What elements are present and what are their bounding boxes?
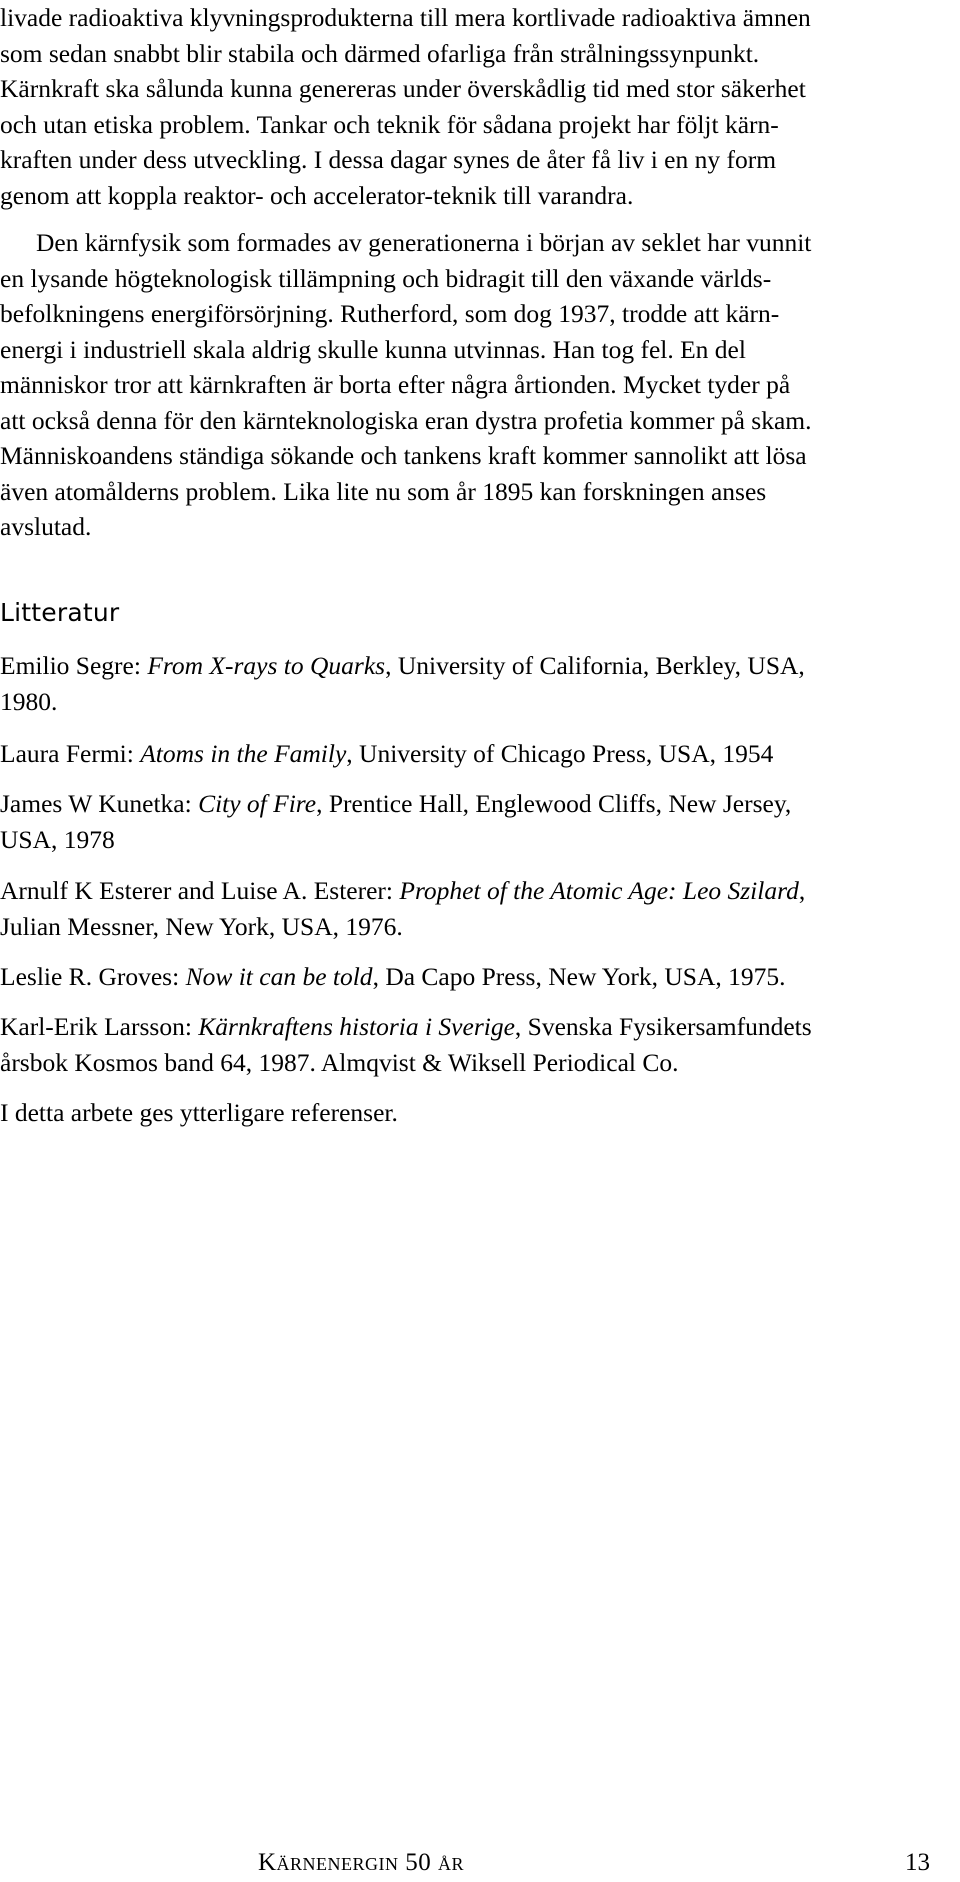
reference-details: , University of California, Berkley, USA, <box>385 651 805 680</box>
reference-details: , <box>798 876 806 905</box>
reference-title: Atoms in the Family <box>140 739 347 768</box>
reference-entry-1 <box>0 648 940 719</box>
reference-details: 1980. <box>0 686 58 716</box>
text-line: att också denna för den kärnteknologiska eran dystra profetia kommer på skam. <box>0 405 812 435</box>
reference-author: Emilio Segre: <box>0 651 148 680</box>
text-line: avslutad. <box>0 512 92 541</box>
reference-details: Julian Messner, New York, USA, 1976. <box>0 911 403 941</box>
text-line: Kärnkraft ska sålunda kunna genereras under överskådlig tid med stor säkerhet <box>0 74 806 103</box>
reference-author: Leslie R. Groves: <box>0 962 186 991</box>
text-line: Den kärnfysik som formades av generationerna i början av seklet har vunnit <box>36 228 812 257</box>
reference-title: Prophet of the Atomic Age: Leo Szilard <box>399 876 799 905</box>
reference-title: City of Fire <box>198 789 317 818</box>
text-line: även atomålderns problem. Lika lite nu som år 1895 kan forskningen anses <box>0 476 767 506</box>
text-line: livade radioaktiva klyvningsprodukterna till mera kortlivade radioaktiva ämnen <box>0 3 811 32</box>
text-line: genom att koppla reaktor- och accelerator-teknik till varandra. <box>0 180 634 210</box>
reference-author: Arnulf K Esterer and Luise A. Esterer: <box>0 876 400 905</box>
text-line: en lysande högteknologisk tillämpning och bidragit till den växande världs- <box>0 263 772 293</box>
reference-details: , Da Capo Press, New York, USA, 1975. <box>372 962 786 991</box>
closing-note: I detta arbete ges ytterligare referenser. <box>0 1098 398 1127</box>
literature-heading: Litteratur <box>0 598 120 627</box>
reference-entry-5 <box>0 959 940 995</box>
body-paragraph-1 <box>0 0 940 213</box>
reference-title: Now it can be told <box>185 962 373 991</box>
reference-author: James W Kunetka: <box>0 789 199 818</box>
reference-details: USA, 1978 <box>0 824 115 854</box>
reference-title: Kärnkraftens historia i Sverige <box>198 1012 515 1041</box>
reference-title: From X-rays to Quarks <box>147 651 386 680</box>
text-line: och utan etiska problem. Tankar och teknik för sådana projekt har följt kärn- <box>0 109 779 139</box>
reference-details: , University of Chicago Press, USA, 1954 <box>346 739 774 768</box>
reference-entry-6 <box>0 1009 940 1080</box>
text-line: som sedan snabbt blir stabila och därmed ofarliga från strålningssynpunkt. <box>0 38 760 68</box>
reference-entry-3 <box>0 786 940 857</box>
text-line: energi i industriell skala aldrig skulle kunna utvinnas. Han tog fel. En del <box>0 334 746 364</box>
text-line: människor tror att kärnkraften är borta efter några årtionden. Mycket tyder på <box>0 370 791 399</box>
text-line: Människoandens ständiga sökande och tankens kraft kommer sannolikt att lösa <box>0 441 807 470</box>
page-number: 13 <box>905 1849 930 1876</box>
reference-author: Laura Fermi: <box>0 739 141 768</box>
text-line: kraften under dess utveckling. I dessa dagar synes de åter få liv i en ny form <box>0 145 777 174</box>
reference-author: Karl-Erik Larsson: <box>0 1012 199 1041</box>
text-line: befolkningens energiförsörjning. Rutherford, som dog 1937, trodde att kärn- <box>0 299 780 328</box>
reference-details: , Prentice Hall, Englewood Cliffs, New Jersey, <box>316 789 792 818</box>
reference-entry-4 <box>0 873 940 944</box>
reference-details: , Svenska Fysikersamfundets <box>514 1012 812 1041</box>
reference-entry-2 <box>0 736 940 772</box>
reference-details: årsbok Kosmos band 64, 1987. Almqvist & Wiksell Periodical Co. <box>0 1047 679 1077</box>
body-paragraph-2 <box>0 225 940 545</box>
running-footer-title: Kärnenergin 50 år <box>258 1849 465 1876</box>
